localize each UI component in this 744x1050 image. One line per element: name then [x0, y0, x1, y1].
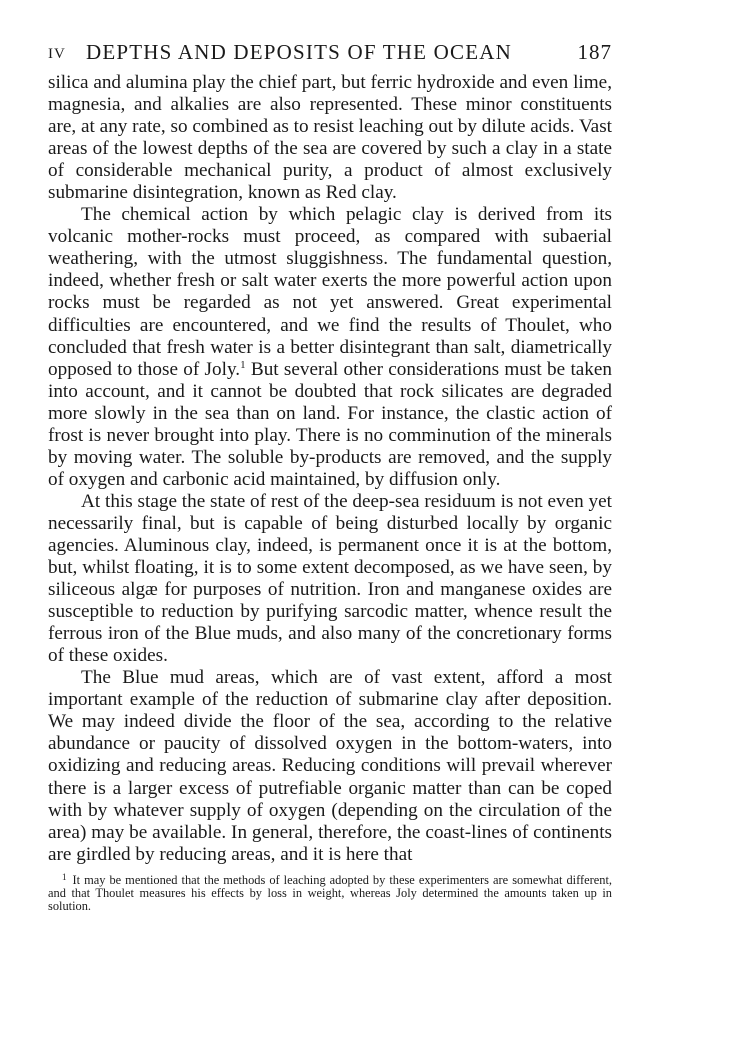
page-title: DEPTHS AND DEPOSITS OF THE OCEAN: [86, 40, 512, 64]
paragraph-2-part-2: But several other considerations must be taken into account, and it cannot be doubted that rock silicates are degraded more slowly in the sea than on land. For instance, the clastic action of frost is never brought into play. There is no comminution of the minerals by moving water. The soluble by-products are removed, and the supply of oxygen and carbonic acid maintained, by diffusion only.: [48, 358, 612, 490]
running-head: [48, 40, 612, 66]
paragraph-2: [48, 204, 612, 491]
book-page: [48, 40, 612, 913]
paragraph-1: silica and alumina play the chief part, but ferric hydroxide and even lime, magnesia, and alkalies are also represented. These minor constituents are, at any rate, so combined as to resist leaching out by dilute acids. Vast areas of the lowest depths of the sea are covered by such a clay in a state of considerable mechanical purity, a product of almost exclusively submarine disintegration, known as Red clay.: [48, 72, 612, 204]
section-numeral: IV: [48, 46, 66, 62]
body-text: [48, 72, 612, 866]
page-number: 187: [577, 40, 612, 64]
footnote-text: It may be mentioned that the methods of leaching adopted by these experimenters are somewhat different, and that Thoulet measures his effects by loss in weight, whereas Joly determined the amounts taken up in solution.: [48, 872, 612, 913]
paragraph-3: At this stage the state of rest of the deep-sea residuum is not even yet necessarily final, but is capable of being disturbed locally by organic agencies. Aluminous clay, indeed, is permanent once it is at the bottom, but, whilst floating, it is to some extent decomposed, as we have seen, by siliceous algæ for purposes of nutrition. Iron and manganese oxides are susceptible to reduction by purifying sarcodic matter, whence result the ferrous iron of the Blue muds, and also many of the concretionary forms of these oxides.: [48, 490, 612, 667]
footnote: 1 It may be mentioned that the methods of leaching adopted by these experimenters are somewhat different, and that Thoulet measures his effects by loss in weight, whereas Joly determined the amounts taken up in solution.: [48, 871, 612, 913]
paragraph-2-part-1: The chemical action by which pelagic clay is derived from its volcanic mother-rocks must proceed, as compared with subaerial weathering, with the utmost sluggishness. The fundamental question, indeed, whether fresh or salt water exerts the more powerful action upon rocks must be regarded as not yet answered. Great experimental difficulties are encountered, and we find the results of Thoulet, who concluded that fresh water is a better disintegrant than salt, diametrically opposed to those of Joly.: [48, 204, 612, 380]
paragraph-4: The Blue mud areas, which are of vast extent, afford a most important example of the reduction of submarine clay after deposition. We may indeed divide the floor of the sea, according to the relative abundance or paucity of dissolved oxygen in the bottom-waters, into oxidizing and reducing areas. Reducing conditions will prevail wherever there is a larger excess of putrefiable organic matter than can be coped with by whatever supply of oxygen (depending on the circulation of the area) may be available. In general, therefore, the coast-lines of continents are girdled by reducing areas, and it is here that: [48, 667, 612, 865]
footnote-reference: 1: [240, 358, 246, 371]
